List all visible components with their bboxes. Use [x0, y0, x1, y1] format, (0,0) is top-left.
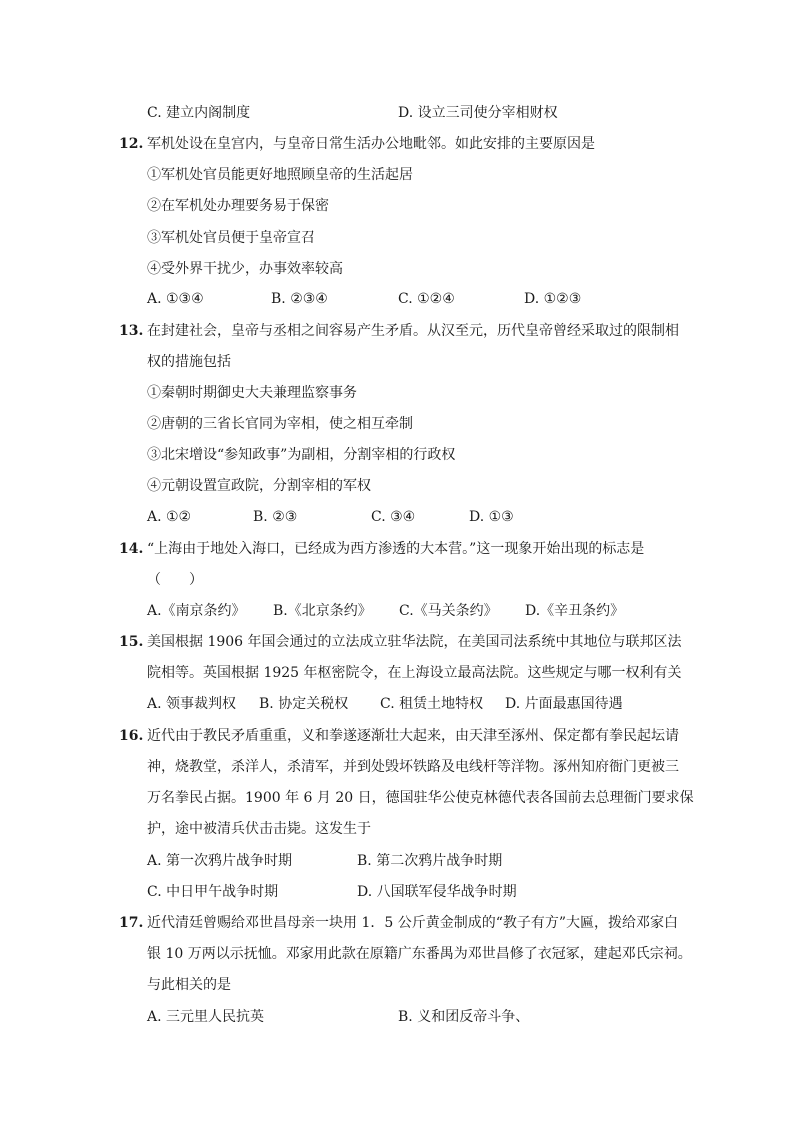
q15-number: 15.: [119, 634, 144, 650]
q16-option-d: D. 八国联军侵华战争时期: [357, 884, 517, 900]
q13-option-c: C. ③④: [371, 509, 416, 525]
q16-stem-line-3: 万名拳民占据。1900 年 6 月 20 日，德国驻华公使克林德代表各国前去总理衙门要求保: [147, 790, 694, 806]
q13-item-2: ②唐朝的三省长官同为宰相，使之相互牵制: [147, 416, 413, 432]
q13-item-4: ④元朝设置宣政院，分割宰相的军权: [147, 478, 371, 494]
q14-answer-blank: （ ）: [147, 572, 203, 588]
q17-option-a: A. 三元里人民抗英: [147, 1009, 265, 1025]
q16-option-b: B. 第二次鸦片战争时期: [357, 853, 503, 869]
q16-stem-line-1: 近代由于教民矛盾重重，义和拳遂逐渐壮大起来，由天津至涿州、保定都有拳民起坛请: [147, 728, 679, 744]
q14-option-d: D.《辛丑条约》: [525, 603, 625, 619]
q16-option-a: A. 第一次鸦片战争时期: [147, 853, 293, 869]
q16-option-c: C. 中日甲午战争时期: [147, 884, 279, 900]
q13-number: 13.: [119, 323, 144, 339]
q16-stem-line-4: 护，途中被清兵伏击击毙。这发生于: [147, 821, 371, 837]
q14-option-c: C.《马关条约》: [399, 603, 498, 619]
q13-stem-line-1: 在封建社会，皇帝与丞相之间容易产生矛盾。从汉至元，历代皇帝曾经采取过的限制相: [147, 323, 679, 339]
q15-option-d: D. 片面最惠国待遇: [505, 696, 623, 712]
q13-option-d: D. ①③: [469, 509, 514, 525]
q16-stem-line-2: 神，烧教堂，杀洋人，杀清军，并到处毁坏铁路及电线杆等洋物。涿州知府衙门更被三: [147, 759, 679, 775]
q12-stem: 军机处设在皇宫内，与皇帝日常生活办公地毗邻。如此安排的主要原因是: [147, 136, 595, 152]
q17-stem-line-3: 与此相关的是: [147, 977, 231, 993]
q14-number: 14.: [119, 541, 144, 557]
q13-stem-line-2: 权的措施包括: [147, 354, 231, 370]
q13-option-a: A. ①②: [147, 509, 192, 525]
q12-item-1: ①军机处官员能更好地照顾皇帝的生活起居: [147, 167, 413, 183]
q16-number: 16.: [119, 728, 144, 744]
q13-item-1: ①秦朝时期御史大夫兼理监察事务: [147, 385, 357, 401]
q14-stem: “上海由于地处入海口，已经成为西方渗透的大本营。”这一现象开始出现的标志是: [147, 541, 645, 557]
q12-option-d: D. ①②③: [524, 291, 582, 307]
q12-number: 12.: [119, 136, 144, 152]
q11-option-d: D. 设立三司使分宰相财权: [398, 105, 558, 121]
q12-option-b: B. ②③④: [271, 291, 328, 307]
q17-option-b: B. 义和团反帝斗争、: [398, 1009, 530, 1025]
q15-option-b: B. 协定关税权: [259, 696, 349, 712]
q17-stem-line-2: 银 10 万两以示抚恤。邓家用此款在原籍广东番禺为邓世昌修了衣冠冢，建起邓氏宗祠。: [147, 946, 692, 962]
q17-stem-line-1: 近代清廷曾赐给邓世昌母亲一块用 1．5 公斤黄金制成的“教子有方”大匾，拨给邓家白: [147, 915, 679, 931]
q15-stem-line-2: 院相等。英国根据 1925 年枢密院令，在上海设立最高法院。这些规定与哪一权利有关: [147, 665, 682, 681]
q17-number: 17.: [119, 915, 144, 931]
q13-option-b: B. ②③: [253, 509, 298, 525]
q12-item-3: ③军机处官员便于皇帝宣召: [147, 230, 315, 246]
q15-option-c: C. 租赁土地特权: [380, 696, 484, 712]
q11-option-c: C. 建立内阁制度: [147, 105, 251, 121]
q15-stem-line-1: 美国根据 1906 年国会通过的立法成立驻华法院，在美国司法系统中其地位与联邦区法: [147, 634, 682, 650]
q15-option-a: A. 领事裁判权: [147, 696, 237, 712]
q12-option-a: A. ①③④: [147, 291, 204, 307]
q12-item-2: ②在军机处办理要务易于保密: [147, 198, 329, 214]
q14-option-a: A.《南京条约》: [147, 603, 246, 619]
q14-option-b: B.《北京条约》: [273, 603, 372, 619]
q12-item-4: ④受外界干扰少，办事效率较高: [147, 261, 343, 277]
q12-option-c: C. ①②④: [398, 291, 455, 307]
q13-item-3: ③北宋增设“参知政事”为副相，分割宰相的行政权: [147, 447, 456, 463]
